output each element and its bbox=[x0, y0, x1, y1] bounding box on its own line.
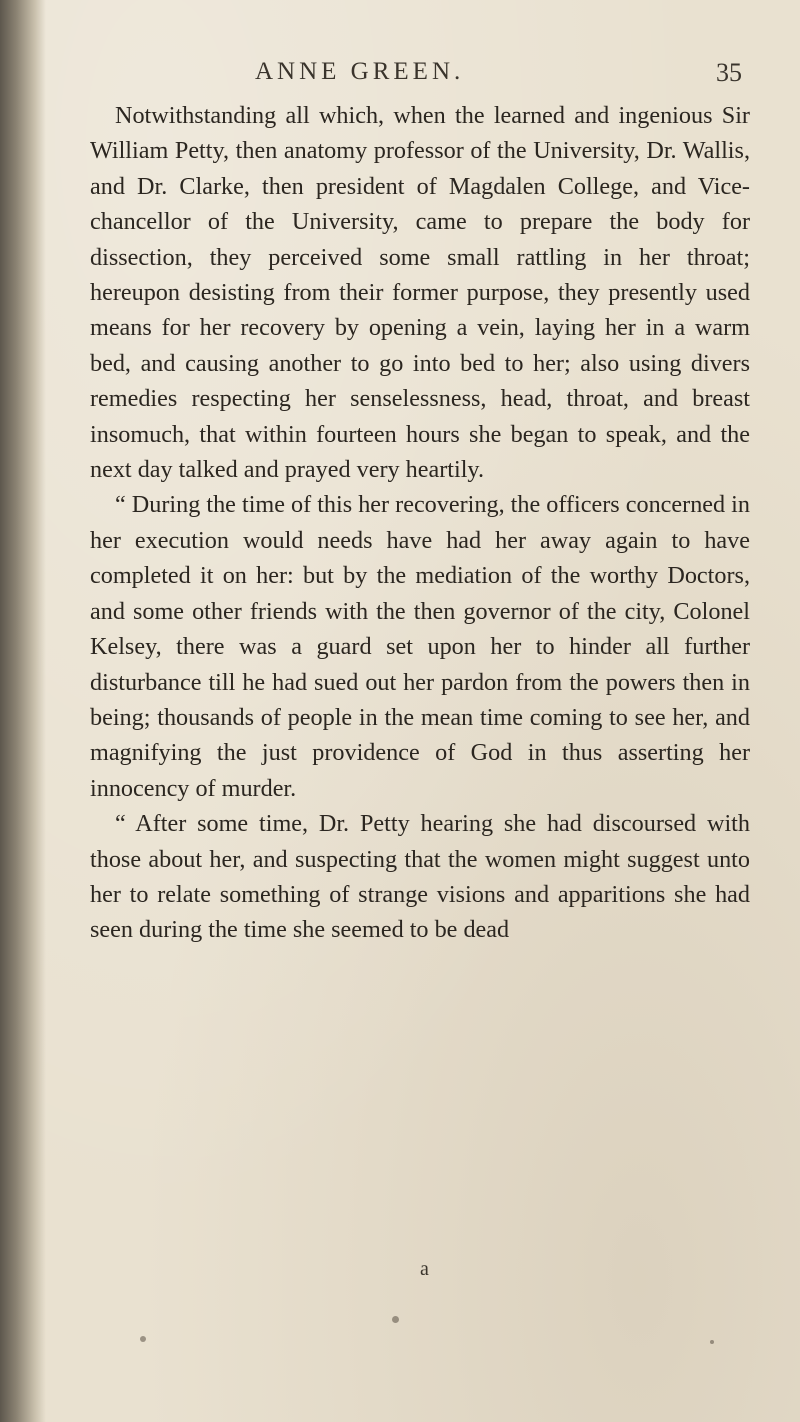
body-text bbox=[90, 98, 750, 948]
paragraph: “ During the time of this her recovering, the officers concerned in her execution would needs have had her away again to have completed it on her: but by the mediation of the worthy Doctors, and some other friends with the then governor of the city, Colonel Kelsey, there was a guard set upon her to hinder all further disturbance till he had sued out her pardon from the powers then in being; thousands of people in the mean time coming to see her, and magnifying the just providence of God in thus asserting her innocency of murder. bbox=[90, 491, 750, 802]
paragraph: “ After some time, Dr. Petty hearing she had discoursed with those about her, and suspecting that the women might suggest unto her to relate something of strange visions and apparitions she had seen during the time she seemed to be dead bbox=[90, 810, 750, 944]
ink-speck bbox=[140, 1336, 146, 1342]
page-number: 35 bbox=[716, 58, 742, 87]
ink-speck bbox=[710, 1340, 714, 1344]
paragraph: Notwithstanding all which, when the learned and ingenious Sir William Petty, then anatomy professor of the University, Dr. Wallis, and Dr. Clarke, then president of Magdalen College, and Vice-chancellor of the University, came to prepare the body for dissection, they perceived some small rattling in her throat; hereupon desisting from their former purpose, they presently used means for her recovery by opening a vein, laying her in a warm bed, and causing another to go into bed to her; also using divers remedies respecting her senselessness, head, throat, and breast insomuch, that within fourteen hours she began to speak, and the next day talked and prayed very heartily. bbox=[90, 102, 750, 484]
signature-mark: a bbox=[420, 1258, 429, 1280]
ink-speck bbox=[392, 1316, 399, 1323]
binding-gutter bbox=[0, 0, 46, 1422]
running-title: ANNE GREEN. bbox=[255, 58, 465, 85]
